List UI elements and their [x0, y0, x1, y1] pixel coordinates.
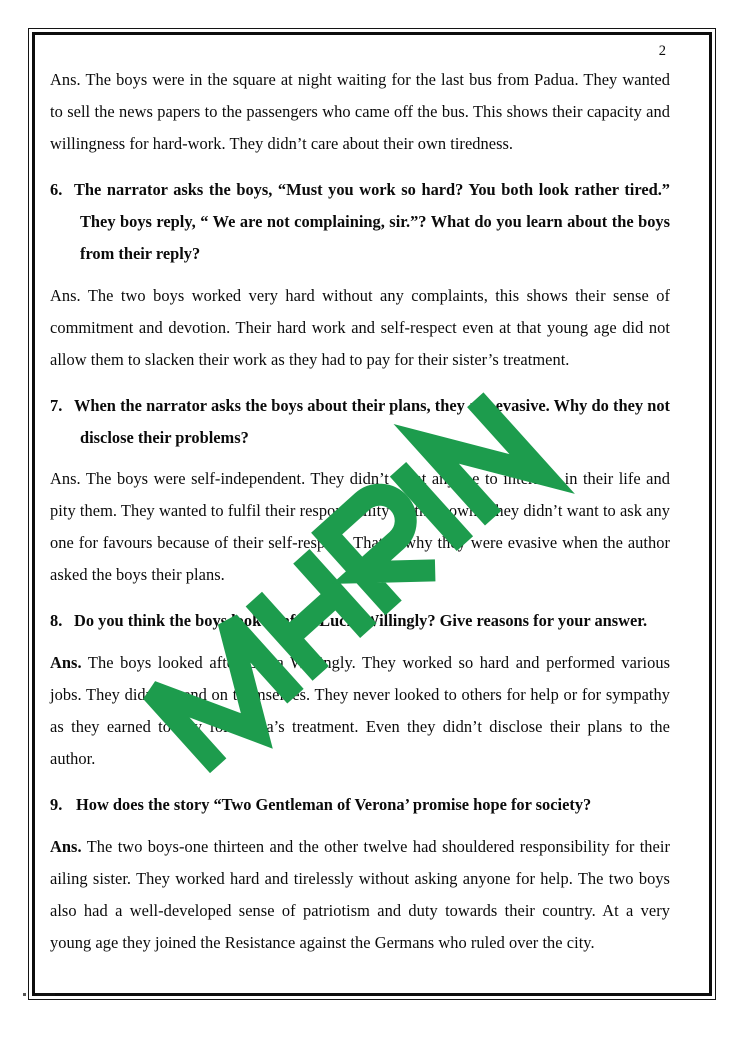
answer-paragraph-9	[50, 831, 670, 959]
question-9-text: How does the story “Two Gentleman of Verona’ promise hope for society?	[76, 795, 592, 814]
question-9	[50, 789, 670, 821]
scan-artifact-tick	[37, 993, 55, 996]
page-number: 2	[658, 43, 666, 59]
question-7-text: When the narrator asks the boys about their plans, they are evasive. Why do they not disclose their problems?	[74, 396, 670, 447]
answer-8-label: Ans.	[50, 653, 82, 672]
answer-paragraph-8	[50, 647, 670, 775]
question-6-text: The narrator asks the boys, “Must you work so hard? You both look rather tired.” They boys reply, “ We are not complaining, sir.”? What do you learn about the boys from their reply?	[74, 180, 670, 263]
question-9-number: 9.	[50, 795, 63, 814]
question-8-text: Do you think the boys looked after Lucia Willingly? Give reasons for your answer.	[74, 611, 648, 630]
question-7-number: 7.	[50, 396, 63, 415]
answer-9-label: Ans.	[50, 837, 82, 856]
answer-paragraph-6: Ans. The two boys worked very hard without any complaints, this shows their sense of commitment and devotion. Their hard work and self-respect even at that young age did not allow them to slacken their work as they had to pay for their sister’s treatment.	[50, 286, 670, 369]
answer-8-text: The boys looked after Lucia Willingly. They worked so hard and performed various jobs. They didn’t spend on themselves. They never looked to others for help or for sympathy as they earned to pay for Lucia’s treatment. Even they didn’t disclose their plans to the author.	[50, 653, 670, 768]
question-8	[50, 605, 670, 637]
answer-9-text: The two boys-one thirteen and the other twelve had shouldered responsibility for their ailing sister. They worked hard and tirelessly without asking anyone for help. The two boys also had a well-developed sense of patriotism and duty towards their country. At a very young age they joined the Resistance against the Germans who ruled over the city.	[50, 837, 670, 952]
page-content	[50, 40, 670, 990]
question-8-number: 8.	[50, 611, 63, 630]
question-6	[50, 174, 670, 270]
question-7	[50, 390, 670, 454]
answer-paragraph-5: Ans. The boys were in the square at night waiting for the last bus from Padua. They wanted to sell the news papers to the passengers who came off the bus. This shows their capacity and willingness for hard-work. They didn’t care about their own tiredness.	[50, 70, 670, 153]
scan-artifact-dot	[23, 993, 26, 996]
answer-paragraph-7: Ans. The boys were self-independent. They didn’t want anyone to interfere in their life and pity them. They wanted to fulfil their responsibility on their own. They didn’t want to ask any one for favours because of their self-respect. That is why they were evasive when the author asked the boys their plans.	[50, 469, 670, 584]
question-6-number: 6.	[50, 180, 63, 199]
